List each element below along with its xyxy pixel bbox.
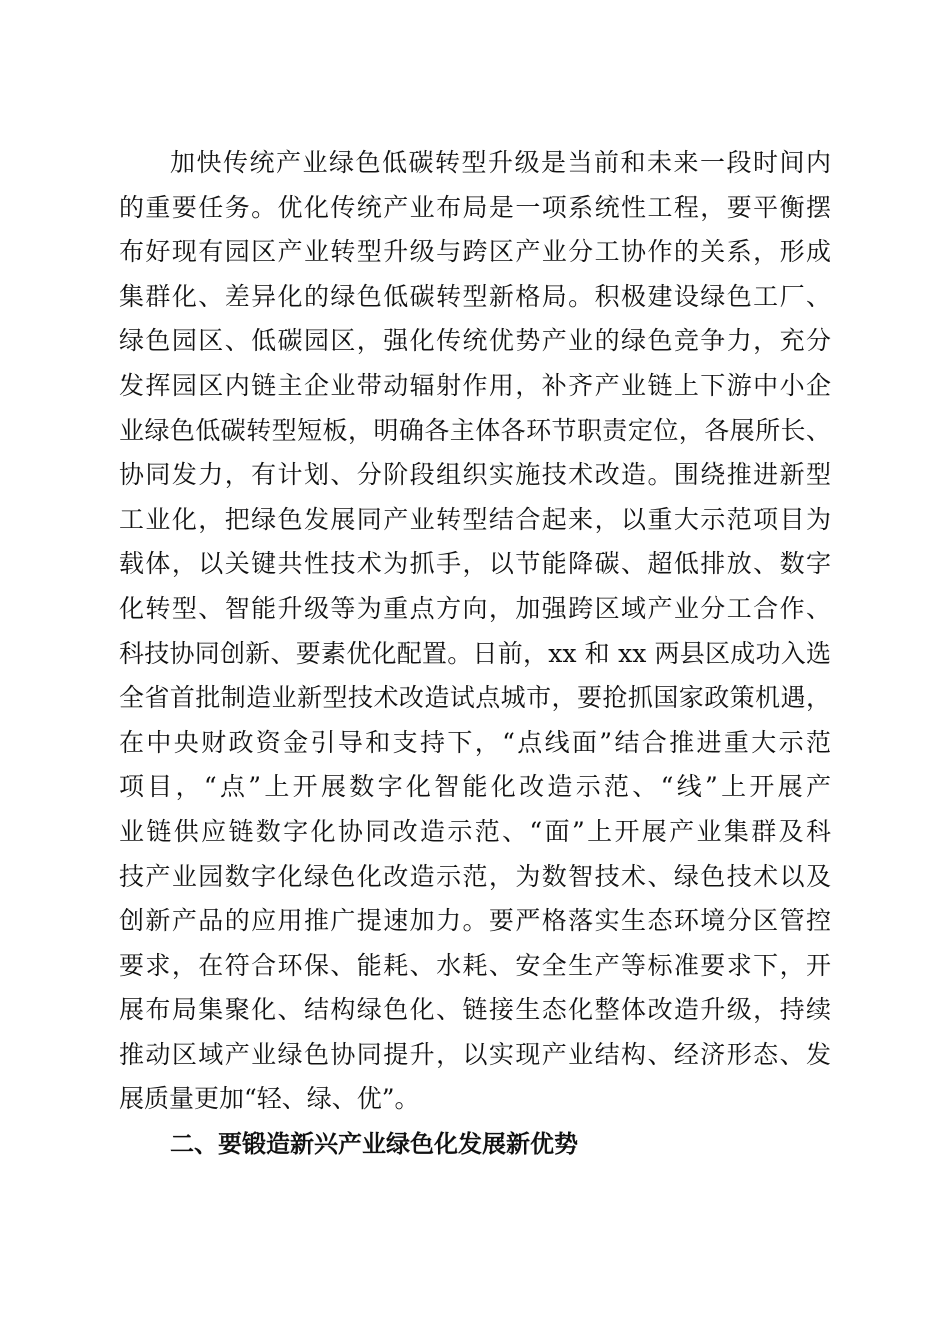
paragraph-line: 展质量更加“轻、绿、优”。 bbox=[119, 1084, 420, 1114]
paragraph-line: 加快传统产业绿色低碳转型升级是当前和未来一段时间内 bbox=[170, 148, 831, 177]
paragraph-line: 创新产品的应用推广提速加力。要严格落实生态环境分区管控 bbox=[119, 906, 831, 936]
paragraph-line: 推动区域产业绿色协同提升，以实现产业结构、经济形态、发 bbox=[119, 1039, 831, 1069]
paragraph-line: 在中央财政资金引导和支持下，“点线面”结合推进重大示范 bbox=[119, 727, 831, 757]
paragraph-line: 全省首批制造业新型技术改造试点城市，要抢抓国家政策机遇， bbox=[119, 683, 831, 713]
paragraph-line: 协同发力，有计划、分阶段组织实施技术改造。围绕推进新型 bbox=[119, 460, 831, 490]
paragraph-line: 布好现有园区产业转型升级与跨区产业分工协作的关系，形成 bbox=[119, 237, 831, 267]
body-paragraph bbox=[119, 141, 831, 1122]
paragraph-line: 要求，在符合环保、能耗、水耗、安全生产等标准要求下，开 bbox=[119, 950, 831, 980]
paragraph-line: 科技协同创新、要素优化配置。日前，xx 和 xx 两县区成功入选 bbox=[119, 638, 831, 668]
paragraph-line: 业绿色低碳转型短板，明确各主体各环节职责定位，各展所长、 bbox=[119, 415, 831, 445]
paragraph-line: 技产业园数字化绿色化改造示范，为数智技术、绿色技术以及 bbox=[119, 861, 831, 891]
paragraph-line: 化转型、智能升级等为重点方向，加强跨区域产业分工合作、 bbox=[119, 593, 831, 623]
paragraph-line: 载体，以关键共性技术为抓手，以节能降碳、超低排放、数字 bbox=[119, 549, 831, 579]
paragraph-line: 绿色园区、低碳园区，强化传统优势产业的绿色竞争力，充分 bbox=[119, 326, 831, 356]
paragraph-line: 的重要任务。优化传统产业布局是一项系统性工程，要平衡摆 bbox=[119, 192, 831, 222]
paragraph-line: 展布局集聚化、结构绿色化、链接生态化整体改造升级，持续 bbox=[119, 995, 831, 1025]
paragraph-line: 项目，“点”上开展数字化智能化改造示范、“线”上开展产 bbox=[119, 772, 831, 802]
paragraph-line: 集群化、差异化的绿色低碳转型新格局。积极建设绿色工厂、 bbox=[119, 281, 831, 311]
section-heading: 二、要锻造新兴产业绿色化发展新优势 bbox=[170, 1130, 578, 1158]
paragraph-line: 发挥园区内链主企业带动辐射作用，补齐产业链上下游中小企 bbox=[119, 370, 831, 400]
paragraph-line: 业链供应链数字化协同改造示范、“面”上开展产业集群及科 bbox=[119, 816, 831, 846]
paragraph-line: 工业化，把绿色发展同产业转型结合起来，以重大示范项目为 bbox=[119, 504, 831, 534]
